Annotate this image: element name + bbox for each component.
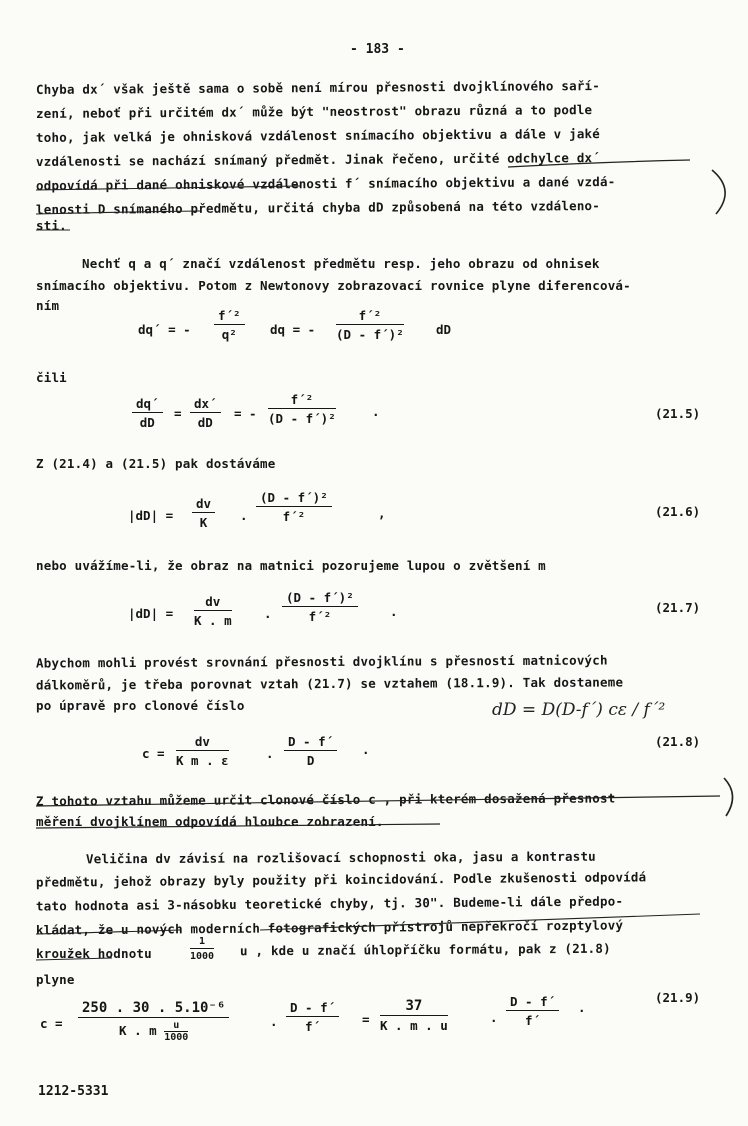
eq-a-frac-1-num: f´²: [214, 308, 245, 325]
eq-a-frac-2-den: (D - f´)²: [336, 327, 404, 342]
p1-line-4: vzdálenosti se nachází snímaný předmět. Jinak řečeno, určité odchylce dx´: [35, 150, 601, 169]
eq-21-5-eq1: =: [174, 406, 182, 421]
eq-21-6-frac-1-den: K: [199, 515, 208, 530]
eq-21-8-end: .: [362, 742, 370, 757]
eq-21-5-eq2: = -: [234, 406, 257, 421]
eq-21-7-number: (21.7): [655, 600, 701, 615]
eq-21-9-frac-4-num: D - f´: [506, 994, 559, 1011]
eq-21-7-frac-1-den: K . m: [194, 613, 232, 628]
p1-line-7: sti.: [36, 218, 67, 233]
eq-21-6-frac-1-num: dv: [192, 496, 215, 513]
p1-line-3: toho, jak velká je ohnisková vzdálenost snímacího objektivu a dále v jaké: [35, 126, 601, 145]
eq-a-lhs: dq´ = -: [138, 322, 191, 337]
bracket-right-p1: [712, 170, 725, 214]
p2-line-2: snímacího objektivu. Potom z Newtonovy zobrazovací rovnice plyne diferencová-: [36, 278, 631, 293]
underline-kladat: [36, 930, 180, 934]
p5-line-3: tato hodnota asi 3-násobku teoretické chyby, tj. 30". Budeme-li dále předpo-: [35, 893, 624, 914]
underline-p4-1: [36, 796, 720, 806]
eq-21-7-frac-2-den: f´²: [308, 609, 332, 624]
p1-line-1: Chyba dx´ však ještě sama o sobě není mírou přesnosti dvojklínového saří-: [35, 78, 601, 97]
p4-line-1: Z tohoto vztahu můžeme určit clonové číslo c , při kterém dosažená přesnost: [35, 790, 616, 809]
eq-21-5-frac-3-den: (D - f´)²: [268, 411, 336, 426]
p5-line-4: kládat, že u nových moderních fotografických přístrojů nepřekročí rozptylový: [35, 917, 624, 938]
eq-21-9-dot-1: .: [270, 1014, 278, 1029]
eq-21-9-number: (21.9): [655, 990, 701, 1005]
eq-21-6-end: ,: [378, 506, 386, 521]
eq-21-8-dot: .: [266, 746, 274, 761]
eq-21-5-frac-3-num: f´²: [268, 392, 336, 409]
handwritten-annotation: dD = D(D-f´) cε / f´²: [492, 700, 666, 720]
line-matnice: nebo uvážíme-li, že obraz na matnici pozorujeme lupou o zvětšení m: [36, 558, 546, 573]
eq-21-9-frac-1-num: 250 . 30 . 5.10⁻⁶: [78, 1000, 229, 1018]
eq-21-7-end: .: [390, 604, 398, 619]
p5-line-5b: u , kde u značí úhlopříčku formátu, pak z (21.8): [239, 940, 611, 959]
eq-21-8-frac-1-den: K m . ε: [176, 753, 229, 768]
p5-line-2: předmětu, jehož obrazy byly použity při koincidování. Podle zkušenosti odpovídá: [35, 869, 647, 890]
underline-odpovida-dz: [36, 186, 300, 190]
p1-line-2: zení, neboť při určitém dx´ může být "neostrost" obrazu různá a to podle: [35, 102, 593, 121]
eq-21-9-frac-3-den: K . m . u: [380, 1018, 448, 1033]
eq-21-9-eq: =: [362, 1012, 370, 1027]
eq-21-5-frac-2-den: dD: [197, 415, 213, 430]
eq-21-7-lhs: |dD| =: [128, 606, 174, 621]
frac-1000-num: 1: [190, 936, 214, 949]
eq-21-9-frac-2-den: f´: [305, 1019, 321, 1034]
eq-21-9-u: u: [164, 1020, 188, 1032]
cili-label: čili: [36, 370, 67, 385]
eq-21-5-number: (21.5): [655, 406, 701, 421]
eq-21-9-1000: 1000: [164, 1032, 189, 1043]
eq-21-9-frac-1-den-km: K . m: [119, 1023, 157, 1038]
eq-21-6-frac-2-num: (D - f´)²: [256, 490, 332, 507]
eq-21-8-lhs: c =: [142, 746, 165, 761]
p5-line-1: Veličina dv závisí na rozlišovací schopnosti oka, jasu a kontrastu: [85, 848, 596, 867]
eq-21-9-dot-2: .: [490, 1010, 498, 1025]
p2-line-3: ním: [36, 298, 60, 313]
eq-21-5-frac-2-num: dx´: [190, 396, 221, 413]
eq-a-frac-2-num: f´²: [336, 308, 404, 325]
underline-krouzek: [36, 958, 112, 960]
eq-21-5-frac-1-den: dD: [139, 415, 155, 430]
eq-a-mid: dq = -: [270, 322, 316, 337]
eq-21-7-dot: .: [264, 606, 272, 621]
p3-line-3: po úpravě pro clonové číslo: [36, 698, 245, 713]
eq-21-9-end: .: [578, 1000, 586, 1015]
eq-21-8-frac-2-num: D - f´: [284, 734, 337, 751]
footer-code: 1212-5331: [38, 1084, 109, 1099]
p4-line-2: měření dvojklínem odpovídá hloubce zobrazení.: [36, 814, 384, 829]
page-number: - 183 -: [350, 42, 405, 57]
p1-line-6: lenosti D snímaného předmětu, určitá chyba dD způsobená na této vzdáleno-: [35, 198, 601, 217]
eq-21-7-frac-1-num: dv: [194, 594, 232, 611]
p2-line-1: Nechť q a q´ značí vzdálenost předmětu resp. jeho obrazu od ohnisek: [82, 256, 600, 271]
underline-novych: [260, 914, 700, 930]
eq-21-6-dot: .: [240, 508, 248, 523]
eq-21-9-frac-3-num: 37: [380, 998, 448, 1016]
eq-21-6-lhs: |dD| =: [128, 508, 174, 523]
p3-line-1: Abychom mohli provést srovnání přesnosti dvojklínu s přesností matnicových: [35, 652, 608, 671]
eq-21-5-end: .: [372, 404, 380, 419]
eq-21-6-number: (21.6): [655, 504, 701, 519]
eq-a-frac-1-den: q²: [221, 327, 237, 342]
line-21-4: Z (21.4) a (21.5) pak dostáváme: [36, 456, 276, 471]
eq-21-5-frac-1-num: dq´: [132, 396, 163, 413]
eq-21-7-frac-2-num: (D - f´)²: [282, 590, 358, 607]
underline-p4-2: [36, 824, 440, 828]
eq-21-9-frac-4-den: f´: [525, 1013, 541, 1028]
eq-21-6-frac-2-den: f´²: [282, 509, 306, 524]
eq-21-8-number: (21.8): [655, 734, 701, 749]
bracket-right-p4: [724, 778, 733, 816]
eq-a-tail: dD: [436, 322, 452, 337]
underline-lenosti: [36, 211, 200, 214]
eq-21-8-frac-1-num: dv: [176, 734, 229, 751]
p1-line-5: odpovídá při dané ohniskové vzdálenosti f´ snímacího objektivu a dané vzdá-: [35, 173, 616, 194]
eq-21-9-lhs: c =: [40, 1016, 63, 1031]
p5-line-5a: kroužek hodnotu: [36, 946, 152, 961]
eq-21-8-frac-2-den: D: [306, 753, 315, 768]
p3-line-2: dálkoměrů, je třeba porovnat vztah (21.7) se vztahem (18.1.9). Tak dostaneme: [35, 674, 624, 693]
underline-urcite-odchylce: [508, 160, 690, 167]
eq-21-9-frac-2-num: D - f´: [286, 1000, 339, 1017]
p5-line-6: plyne: [36, 972, 75, 987]
frac-1000-den: 1000: [190, 951, 215, 962]
